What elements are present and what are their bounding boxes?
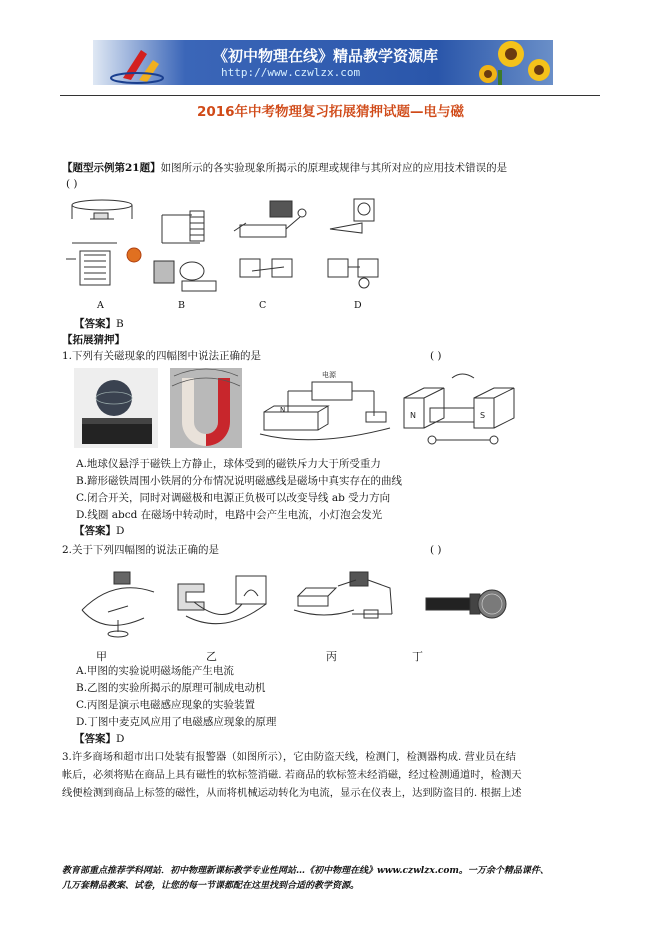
figure-a-top [72, 200, 132, 219]
footer-line1: 教育部重点推荐学科网站．初中物理新课标教学专业性网站…《初中物理在线》www.czwlzx.com。一万余个精品课件、 [62, 866, 549, 876]
q2-answer-label: 【答案】 [74, 733, 116, 745]
generator-coil-drawing [404, 374, 514, 444]
example-figures [62, 193, 392, 298]
figure-c [234, 201, 306, 277]
footer [62, 864, 602, 894]
example-answer-value: B [116, 318, 124, 330]
q1-fig4-s-label: S [480, 411, 486, 420]
figure-a-bottom [66, 243, 141, 285]
q2-stem: 2.关于下列四幅图的说法正确的是 [62, 544, 220, 556]
q2-option-d: D.丁图中麦克风应用了电磁感应现象的原理 [76, 716, 277, 728]
q1-answer-label: 【答案】 [74, 525, 116, 537]
microphone-icon [426, 590, 506, 618]
q2-figure-label-ding: 丁 [412, 650, 423, 663]
q3-line3: 线便检测到商品上标签的磁性，从而将机械运动转化为电流，显示在仪表上，达到防盗目的. 根据上述 [62, 787, 522, 799]
q1-stem: 1.下列有关磁现象的四幅图中说法正确的是 [62, 350, 262, 362]
figure-b [154, 211, 216, 291]
q3-line2: 帐后，必须将贴在商品上具有磁性的软标签消磁. 若商品的软标签未经消磁，经过检测通道时，检测天 [62, 769, 522, 781]
figure-bing [294, 572, 392, 618]
horseshoe-magnet-photo [170, 368, 242, 448]
header-banner [93, 40, 553, 85]
banner-title: 《初中物理在线》精品教学资源库 [213, 47, 439, 65]
q2-paren: ( ) [430, 544, 442, 556]
q2-figure-label-yi: 乙 [206, 650, 217, 663]
q2-figures [74, 566, 524, 642]
q1-figures [74, 368, 530, 452]
q2-option-c: C.丙图是演示电磁感应现象的实验装置 [76, 699, 255, 711]
q1-fig3-n-label: N [280, 406, 286, 414]
footer-line2: 几万套精品教案、试卷，让您的每一节课都配在这里找到合适的教学资源。 [62, 881, 360, 891]
q2-figure-label-jia: 甲 [96, 650, 107, 663]
power-label: 电源 [322, 371, 336, 379]
q2-answer-value: D [116, 733, 125, 745]
figure-jia [82, 572, 154, 637]
q1-option-c: C.闭合开关，同时对调磁极和电源正负极可以改变导线 ab 受力方向 [76, 492, 391, 504]
example-paren: ( ) [66, 178, 78, 190]
q2-option-a: A.甲图的实验说明磁场能产生电流 [76, 665, 234, 677]
q1-paren: ( ) [430, 350, 442, 362]
banner-url: http://www.czwlzx.com [221, 66, 361, 79]
q1-answer [74, 523, 124, 539]
q2-option-b: B.乙图的实验所揭示的原理可制成电动机 [76, 682, 266, 694]
example-figure-label-b: B [178, 300, 185, 311]
document-title: 2016年中考物理复习拓展猜押试题—电与磁 [196, 104, 465, 120]
example-figure-label-c: C [259, 300, 267, 311]
example-answer [74, 316, 124, 332]
figure-yi [178, 576, 266, 624]
q1-answer-value: D [116, 525, 125, 537]
section-label: 【拓展猜押】 [62, 334, 125, 346]
q1-fig4-n-label: N [410, 411, 416, 420]
example-question-text: 如图所示的各实验现象所揭示的原理或规律与其所对应的应用技术错误的是 [160, 162, 508, 174]
q3-line1: 3.许多商场和超市出口处装有报警器（如图所示），它由防盗天线，检测门，检测器构成. 营业员在结 [62, 751, 516, 763]
example-label: 【题型示例第21题】 [62, 162, 161, 174]
figure-d [328, 199, 378, 288]
q2-answer [74, 731, 124, 747]
levitating-globe-photo [74, 368, 158, 448]
example-figure-label-a: A [97, 300, 104, 311]
q1-option-b: B.蹄形磁铁周围小铁屑的分布情况说明磁感线是磁场中真实存在的曲线 [76, 475, 403, 487]
q1-option-a: A.地球仪悬浮于磁铁上方静止，球体受到的磁铁斥力大于所受重力 [76, 458, 381, 470]
q1-option-d: D.线圈 abcd 在磁场中转动时，电路中会产生电流，小灯泡会发光 [76, 509, 383, 521]
example-question-line1 [62, 160, 507, 176]
example-answer-label: 【答案】 [74, 318, 116, 330]
q2-figure-label-bing: 丙 [326, 650, 337, 663]
example-figure-label-d: D [354, 300, 362, 311]
header-divider [60, 95, 600, 96]
